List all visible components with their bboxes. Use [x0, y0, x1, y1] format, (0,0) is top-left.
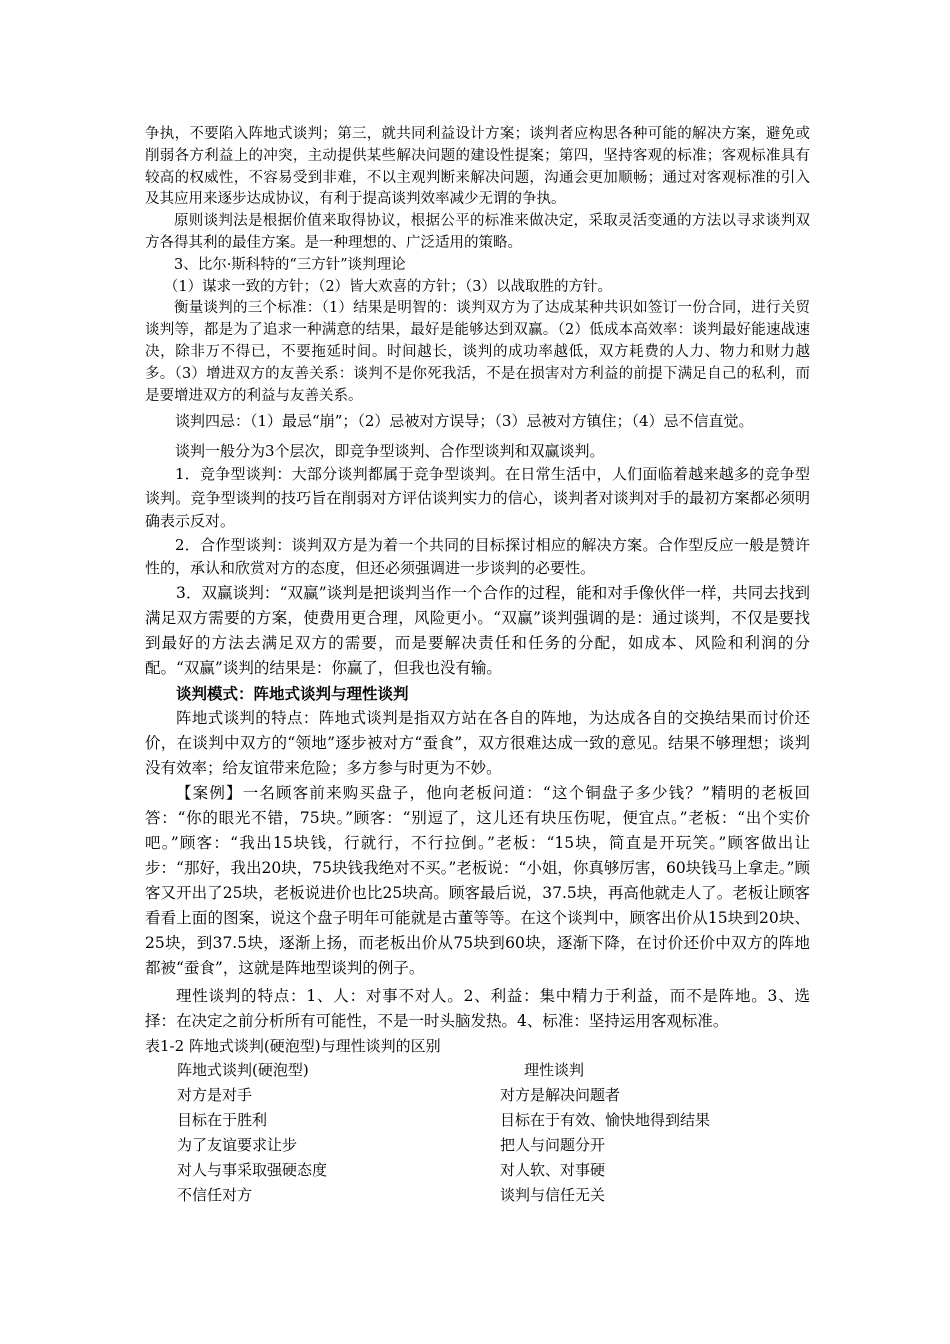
table-cell: 为了友谊要求让步 [177, 1136, 298, 1155]
paragraph: （1）谋求一致的方针；（2）皆大欢喜的方针；（3）以战取胜的方针。 [163, 278, 613, 295]
table-row [145, 1108, 810, 1133]
paragraph: 阵地式谈判的特点：阵地式谈判是指双方站在各自的阵地，为达成各自的交换结果而讨价还价，在谈判中双方的“领地”逐步被对方“蚕食”，双方很难达成一致的意见。结果不够理想；谈判没有效率；给友谊带来危险；多方参与时更为不妙。 [145, 708, 810, 777]
paragraph: 争执，不要陷入阵地式谈判；第三，就共同利益设计方案；谈判者应构思各种可能的解决方案，避免或削弱各方利益上的冲突，主动提供某些解决问题的建设性提案；第四，坚持客观的标准；客观标准具有较高的权威性，不容易受到非难，不以主观判断来解决问题，沟通会更加顺畅；通过对客观标准的引入及其应用来逐步达成协议，有利于提高谈判效率减少无谓的争执。 [145, 126, 810, 208]
paragraph: 谈判四忌：（1）最忌“崩”；（2）忌被对方误导；（3）忌被对方镇住；（4）忌不信直觉。 [175, 412, 754, 431]
bold-heading: 谈判模式：阵地式谈判与理性谈判 [176, 683, 409, 703]
table-header-row [145, 1058, 810, 1083]
paragraph: 2．合作型谈判：谈判双方是为着一个共同的目标探讨相应的解决方案。合作型反应一般是赞许性的，承认和欣赏对方的态度，但还必须强调进一步谈判的必要性。 [145, 535, 810, 578]
document-page [145, 124, 810, 1208]
table-cell: 对人与事采取强硬态度 [177, 1161, 328, 1180]
table-row [145, 1133, 810, 1158]
table-cell: 对人软、对事硬 [500, 1161, 606, 1180]
table-cell: 把人与问题分开 [500, 1136, 606, 1155]
table-row [145, 1183, 810, 1208]
section-heading: 3、比尔·斯科特的“三方针”谈判理论 [174, 256, 406, 273]
table-cell: 谈判与信任无关 [500, 1186, 606, 1205]
table-row [145, 1083, 810, 1108]
case-paragraph: 【案例】一名顾客前来购买盘子，他向老板问道：“这个铜盘子多少钱？”精明的老板回答：“你的眼光不错，75块。”顾客：“别逗了，这儿还有块压伤呢，便宜点。”老板：“出个实价吧。”顾客：“我出15块钱，行就行，不行拉倒。”老板：“15块，简直是开玩笑。”顾客做出让步：“那好，我出20块，75块钱我绝对不买。”老板说：“小姐，你真够厉害，60块钱马上拿走。”顾客又开出了25块，老板说进价也比25块高。顾客最后说，37.5块，再高他就走人了。老板让顾客看看上面的图案，说这个盘子明年可能就是古董等等。在这个谈判中，顾客出价从15块到20块、25块，到37.5块，逐渐上扬，而老板出价从75块到60块，逐渐下降，在讨价还价中双方的阵地都被“蚕食”，这就是阵地型谈判的例子。 [145, 783, 810, 977]
table-cell: 不信任对方 [177, 1186, 253, 1205]
table-header-cell: 理性谈判 [524, 1061, 585, 1080]
table-row [145, 1158, 810, 1183]
table-cell: 目标在于有效、愉快地得到结果 [500, 1111, 711, 1130]
paragraph: 3．双赢谈判：“双赢”谈判是把谈判当作一个合作的过程，能和对手像伙伴一样，共同去找到满足双方需要的方案，使费用更合理，风险更小。“双赢”谈判强调的是：通过谈判，不仅是要找到最好的方法去满足双方的需要，而是要解决责任和任务的分配，如成本、风险和利润的分配。“双赢”谈判的结果是：你赢了，但我也没有输。 [145, 583, 810, 677]
paragraph: 谈判一般分为3个层次，即竞争型谈判、合作型谈判和双赢谈判。 [175, 441, 605, 460]
table-header-cell: 阵地式谈判(硬泡型) [177, 1061, 309, 1080]
paragraph: 原则谈判法是根据价值来取得协议，根据公平的标准来做决定，采取灵活变通的方法以寻求谈判双方各得其利的最佳方案。是一种理想的、广泛适用的策略。 [145, 213, 810, 251]
paragraph: 1．竞争型谈判：大部分谈判都属于竞争型谈判。在日常生活中，人们面临着越来越多的竞争型谈判。竞争型谈判的技巧旨在削弱对方评估谈判实力的信心，谈判者对谈判对手的最初方案都必须明确表示反对。 [145, 465, 810, 531]
paragraph: 理性谈判的特点：1、人：对事不对人。2、利益：集中精力于利益，而不是阵地。3、选择：在决定之前分析所有可能性，不是一时头脑发热。4、标准：坚持运用客观标准。 [145, 986, 810, 1030]
comparison-table [145, 1058, 810, 1208]
table-cell: 目标在于胜利 [177, 1111, 268, 1130]
table-cell: 对方是对手 [177, 1086, 253, 1105]
table-cell: 对方是解决问题者 [500, 1086, 621, 1105]
paragraph: 衡量谈判的三个标准：（1）结果是明智的：谈判双方为了达成某种共识如签订一份合同，进行关贸谈判等，都是为了追求一种满意的结果，最好是能够达到双赢。（2）低成本高效率：谈判最好能速战速决，除非万不得已，不要拖延时间。时间越长，谈判的成功率越低，双方耗费的人力、物力和财力越多。（3）增进双方的友善关系：谈判不是你死我活，不是在损害对方利益的前提下满足自己的私利，而是要增进双方的利益与友善关系。 [145, 300, 810, 404]
table-caption: 表1-2 阵地式谈判(硬泡型)与理性谈判的区别 [145, 1036, 441, 1055]
